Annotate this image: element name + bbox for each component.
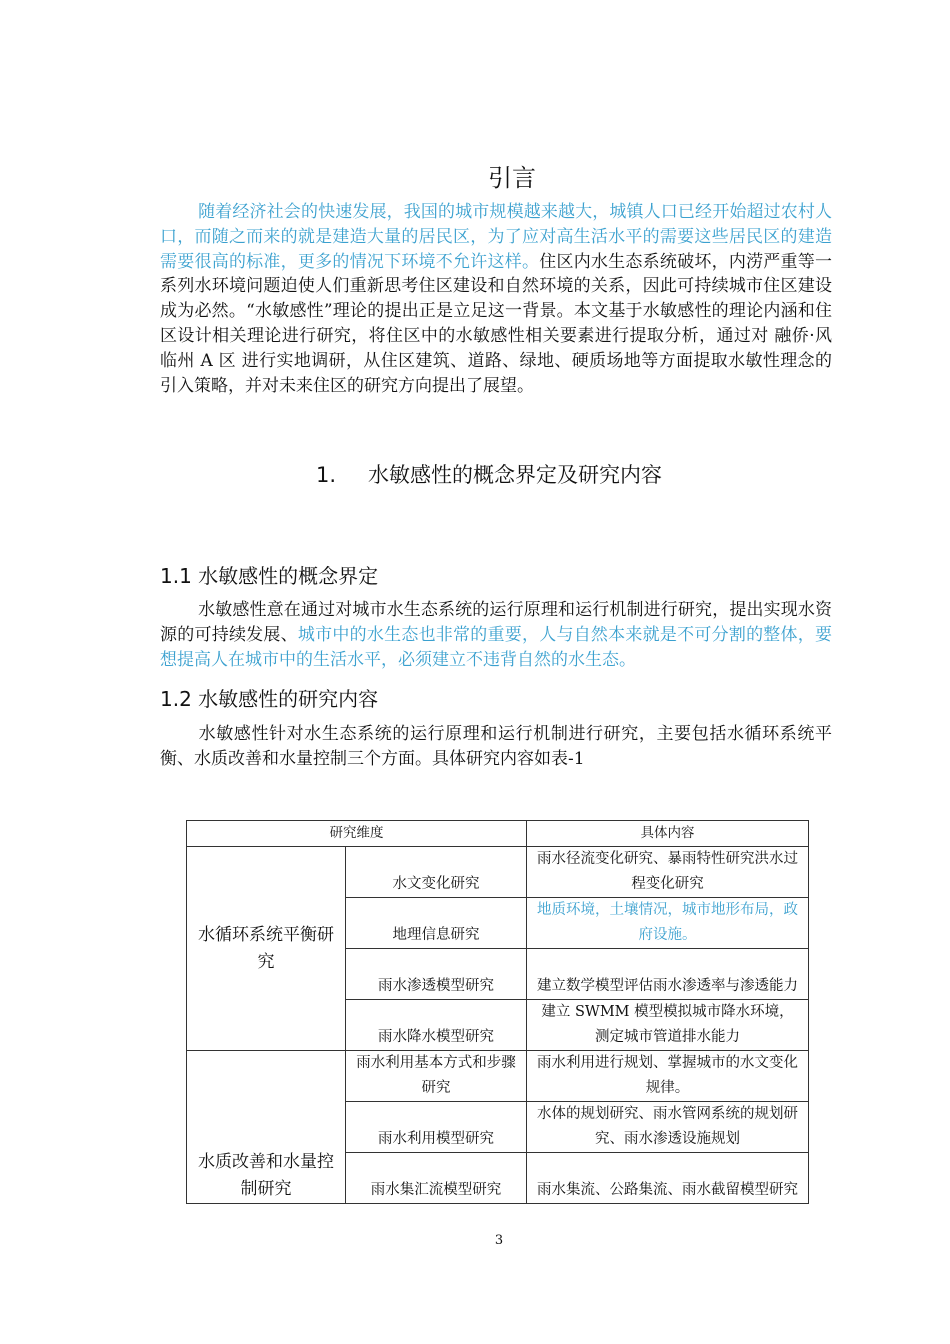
section-1-1-heading: 1.1 水敏感性的概念界定 [160,564,379,588]
table-cell-item: 雨水渗透模型研究 [346,949,527,1000]
page-number: 3 [494,1233,504,1248]
section-1-heading [316,459,662,489]
intro-paragraph [160,200,832,398]
section-1-2-heading: 1.2 水敏感性的研究内容 [160,687,379,711]
table-cell-content: 雨水径流变化研究、暴雨特性研究洪水过程变化研究 [527,847,809,898]
group-2-name: 水质改善和水量控制研究 [187,1051,346,1204]
header-dimension: 研究维度 [187,821,527,847]
table-cell-content: 水体的规划研究、雨水管网系统的规划研究、雨水渗透设施规划 [527,1102,809,1153]
header-content: 具体内容 [527,821,809,847]
research-content-table [186,820,809,1204]
table-cell-item: 雨水集汇流模型研究 [346,1153,527,1204]
table-header-row [187,821,809,847]
section-1-1-paragraph [160,598,832,672]
section-1-2-paragraph [160,722,832,772]
page-title: 引言 [488,164,536,192]
table-cell-content: 建立数学模型评估雨水渗透率与渗透能力 [527,949,809,1000]
table-cell-item: 雨水降水模型研究 [346,1000,527,1051]
table-cell-content: 雨水集流、公路集流、雨水截留模型研究 [527,1153,809,1204]
table-row [187,847,809,898]
intro-text: 住区内水生态系统破坏，内涝严重等一系列水环境问题迫使人们重新思考住区建设和自然环境的关系，因此可持续城市住区建设成为必然。“水敏感性”理论的提出正是立足这一背景。本文基于水敏感性的理论内涵和住区设计相关理论进行研究，将住区中的水敏感性相关要素进行提取分析，通过对 融侨·风临州 A 区 进行实地调研，从住区建筑、道路、绿地、硬质场地等方面提取水敏性理念的引入策略，并对未来住区的研究方向提出了展望。 [160,251,833,396]
section-1-title: 水敏感性的概念界定及研究内容 [368,463,662,487]
section-1-2-text: 水敏感性针对水生态系统的运行原理和运行机制进行研究，主要包括水循环系统平衡、水质改善和水量控制三个方面。具体研究内容如表-1 [160,724,832,769]
table-cell-item: 水文变化研究 [346,847,527,898]
group-1-name: 水循环系统平衡研究 [187,847,346,1051]
table-row [187,1051,809,1102]
table-cell-item: 雨水利用模型研究 [346,1102,527,1153]
table-cell-content: 雨水利用进行规划、掌握城市的水文变化规律。 [527,1051,809,1102]
section-1-1-highlighted-text: 城市中的水生态也非常的重要，人与自然本来就是不可分割的整体，要想提高人在城市中的生活水平，必须建立不违背自然的水生态。 [160,624,833,670]
section-1-1-text: 水敏感性意在通过对城市水生态系统的运行原理和运行机制进行研究，提出实现水资源的可持续发展、 [160,600,832,645]
table-cell-item: 地理信息研究 [346,898,527,949]
intro-highlighted-text: 随着经济社会的快速发展，我国的城市规模越来越大，城镇人口已经开始超过农村人口，而随之而来的就是建造大量的居民区，为了应对高生活水平的需要这些居民区的建造需要很高的标准，更多的情况下环境不允许这样。 [160,202,832,272]
section-1-number: 1. [316,463,337,487]
table-cell-content: 建立 SWMM 模型模拟城市降水环境，测定城市管道排水能力 [527,1000,809,1051]
table-cell-item: 雨水利用基本方式和步骤研究 [346,1051,527,1102]
table-cell-content: 地质环境，土壤情况，城市地形布局，政府设施。 [527,898,809,949]
